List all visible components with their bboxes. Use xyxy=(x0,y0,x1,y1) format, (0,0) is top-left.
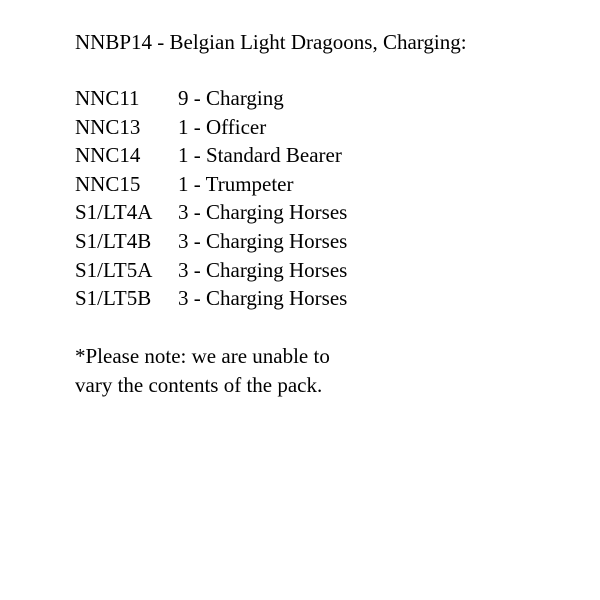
list-item xyxy=(75,141,347,170)
list-item xyxy=(75,170,347,199)
list-item xyxy=(75,84,347,113)
item-description: 3 - Charging Horses xyxy=(178,200,348,225)
item-code: S1/LT5B xyxy=(75,286,152,311)
item-description: 1 - Officer xyxy=(178,114,267,139)
item-code: NNC11 xyxy=(75,86,140,110)
item-description: 3 - Charging Horses xyxy=(178,228,348,253)
list-item xyxy=(75,227,347,256)
list-item xyxy=(75,256,347,285)
list-item xyxy=(75,198,347,227)
note-line: *Please note: we are unable to xyxy=(75,344,330,368)
contents-list xyxy=(75,84,347,313)
item-code: S1/LT4A xyxy=(75,200,153,225)
item-description: 3 - Charging Horses xyxy=(178,286,348,311)
note-line: vary the contents of the pack. xyxy=(75,372,323,397)
item-description: 3 - Charging Horses xyxy=(178,257,348,282)
item-description: 9 - Charging xyxy=(178,86,284,110)
pack-title: NNBP14 - Belgian Light Dragoons, Charging: xyxy=(75,30,467,54)
item-code: NNC15 xyxy=(75,171,141,196)
item-code: S1/LT4B xyxy=(75,228,152,253)
item-description: 1 - Trumpeter xyxy=(178,171,294,196)
list-item xyxy=(75,284,347,313)
pack-note xyxy=(75,342,395,399)
item-code: NNC14 xyxy=(75,143,141,168)
item-description: 1 - Standard Bearer xyxy=(178,143,342,168)
item-code: NNC13 xyxy=(75,114,141,139)
list-item xyxy=(75,113,347,142)
item-code: S1/LT5A xyxy=(75,257,153,282)
